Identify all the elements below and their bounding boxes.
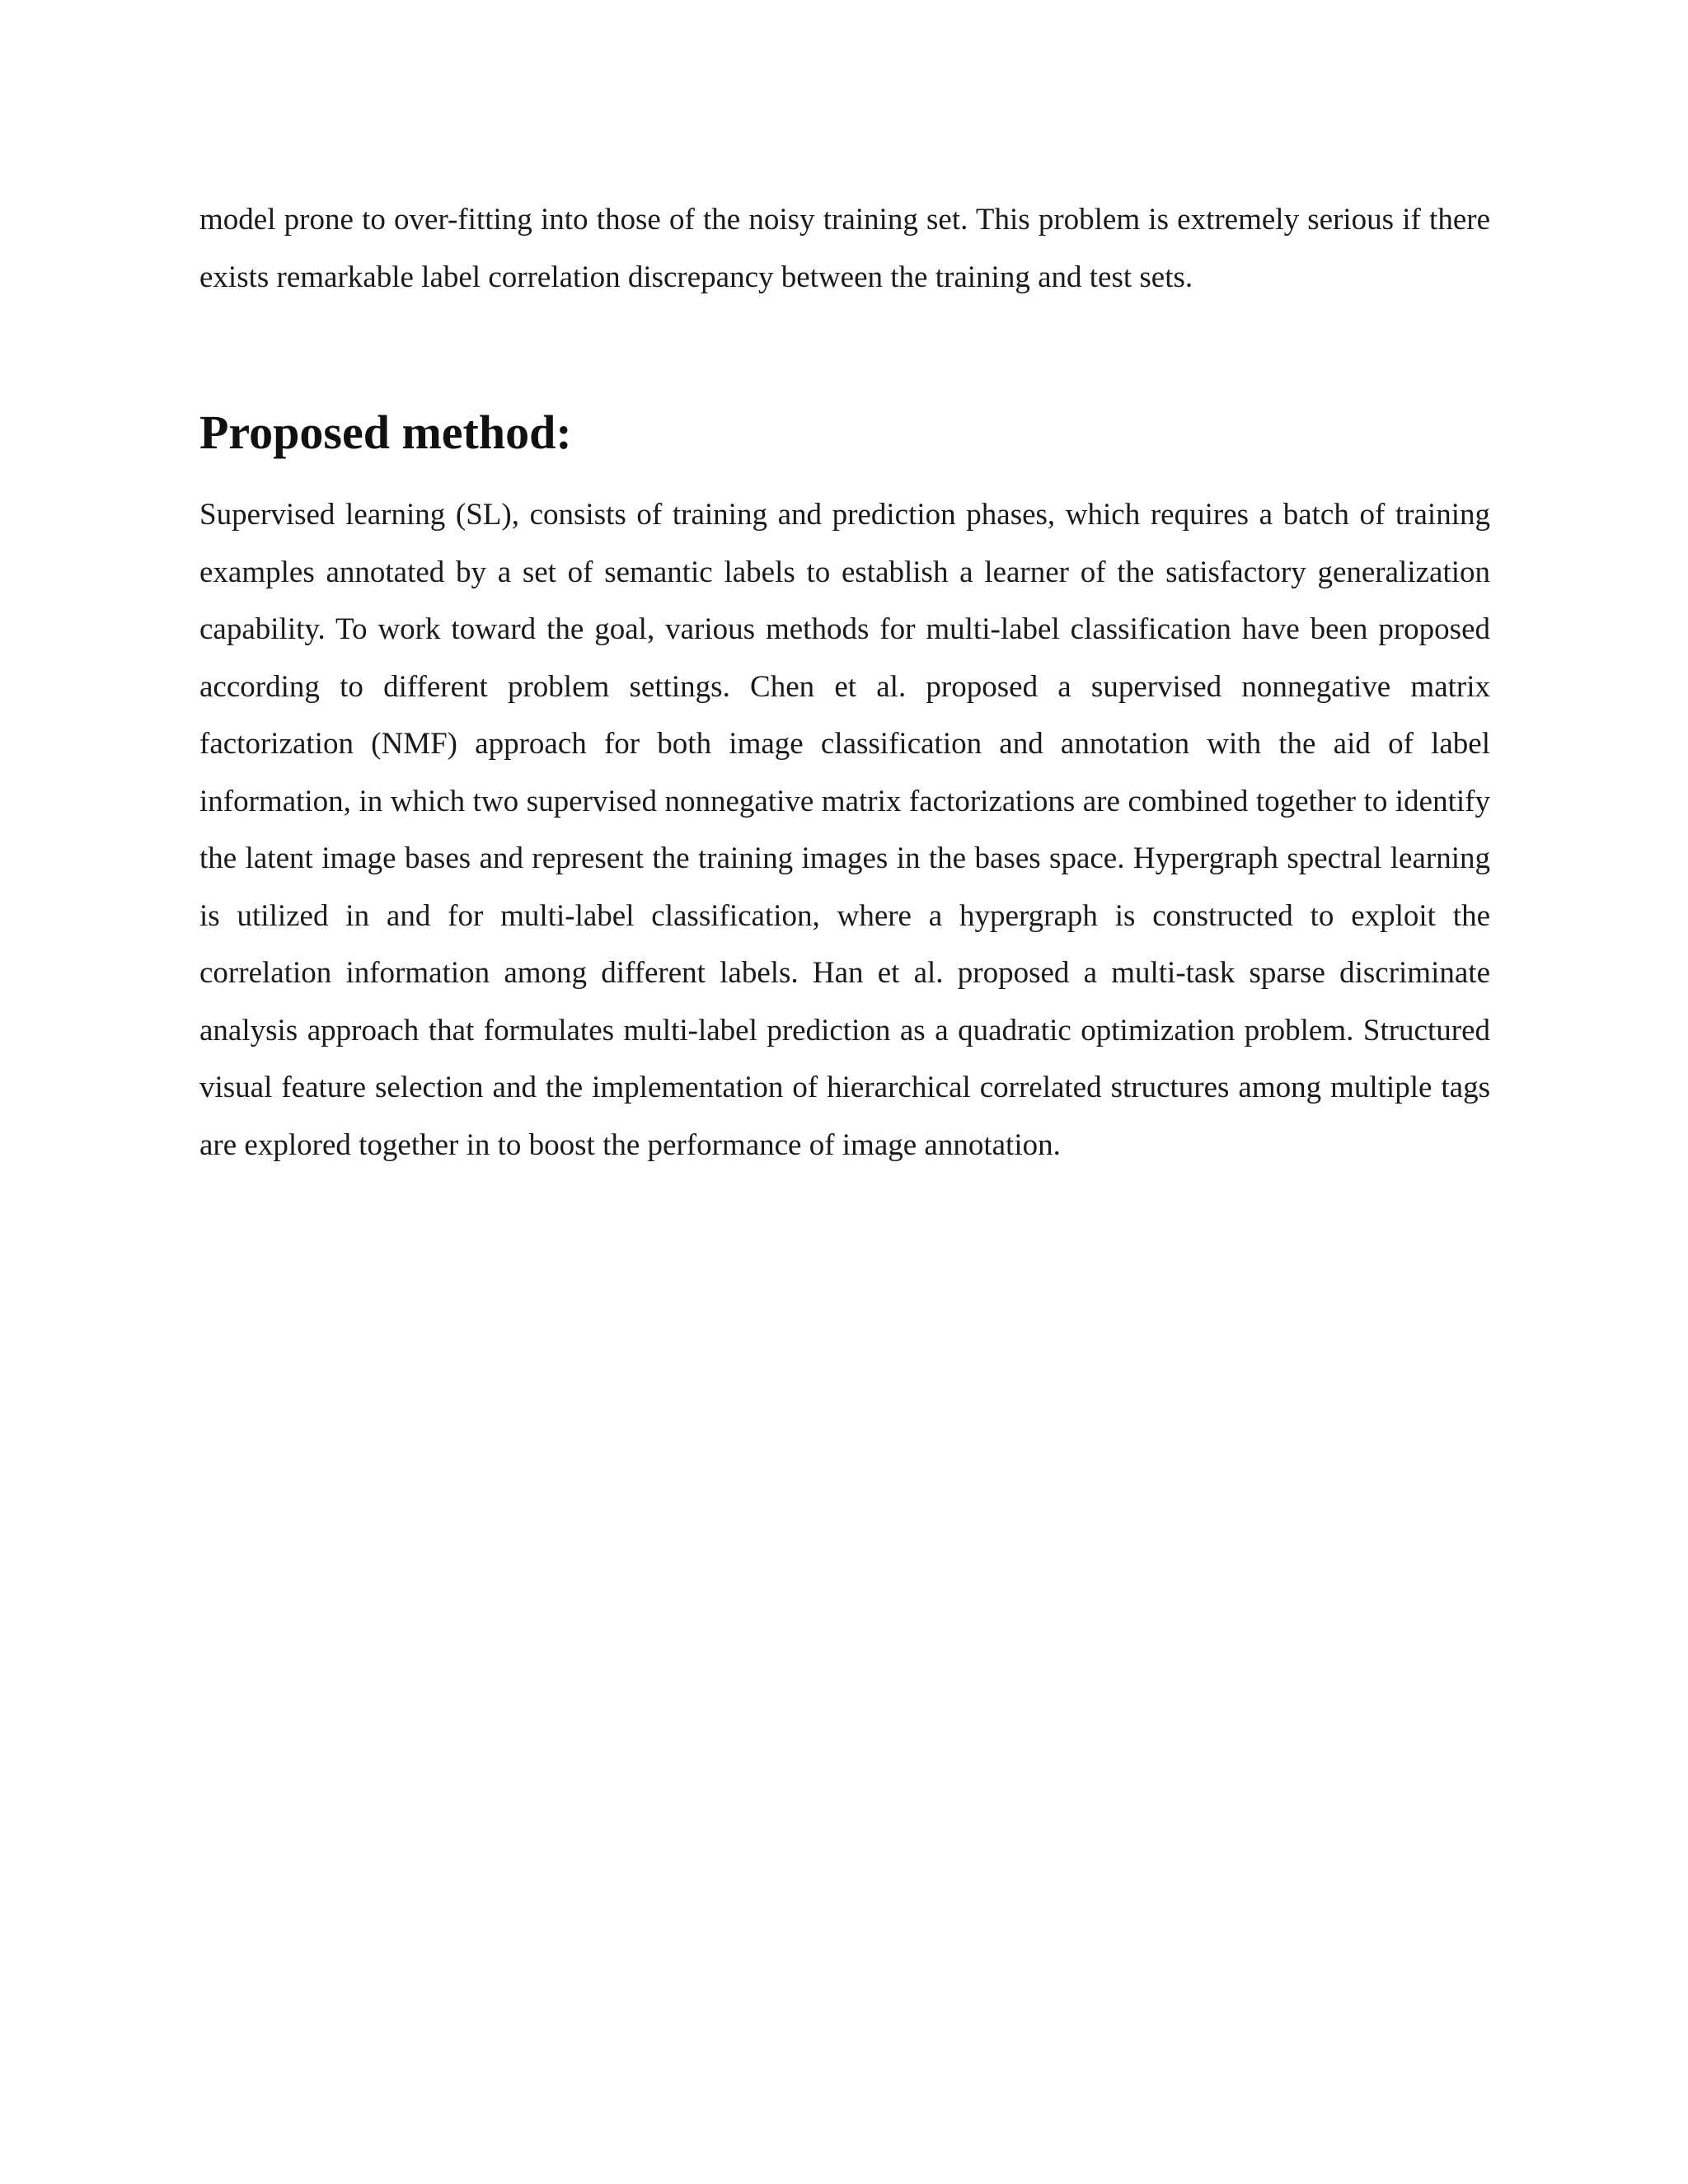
- page-content: [199, 191, 1490, 1162]
- body-paragraph: Supervised learning (SL), consists of training and prediction phases, which requires a batch of training examples annotated by a set of semantic labels to establish a learner of the satisfactory generalization capability. To work toward the goal, various methods for multi-label classification have been proposed according to different problem settings. Chen et al. proposed a supervised nonnegative matrix factorization (NMF) approach for both image classification and annotation with the aid of label information, in which two supervised nonnegative matrix factorizations are combined together to identify the latent image bases and represent the training images in the bases space. Hypergraph spectral learning is utilized in and for multi-label classification, where a hypergraph is constructed to exploit the correlation information among different labels. Han et al. proposed a multi-task sparse discriminate analysis approach that formulates multi-label prediction as a quadratic optimization problem. Structured visual feature selection and the implementation of hierarchical correlated structures among multiple tags are explored together in to boost the performance of image annotation.: [199, 498, 1490, 1162]
- intro-paragraph: model prone to over-fitting into those of the noisy training set. This problem is extremely serious if there exists remarkable label correlation discrepancy between the training and test sets.: [199, 203, 1490, 294]
- section-heading: Proposed method:: [199, 405, 572, 459]
